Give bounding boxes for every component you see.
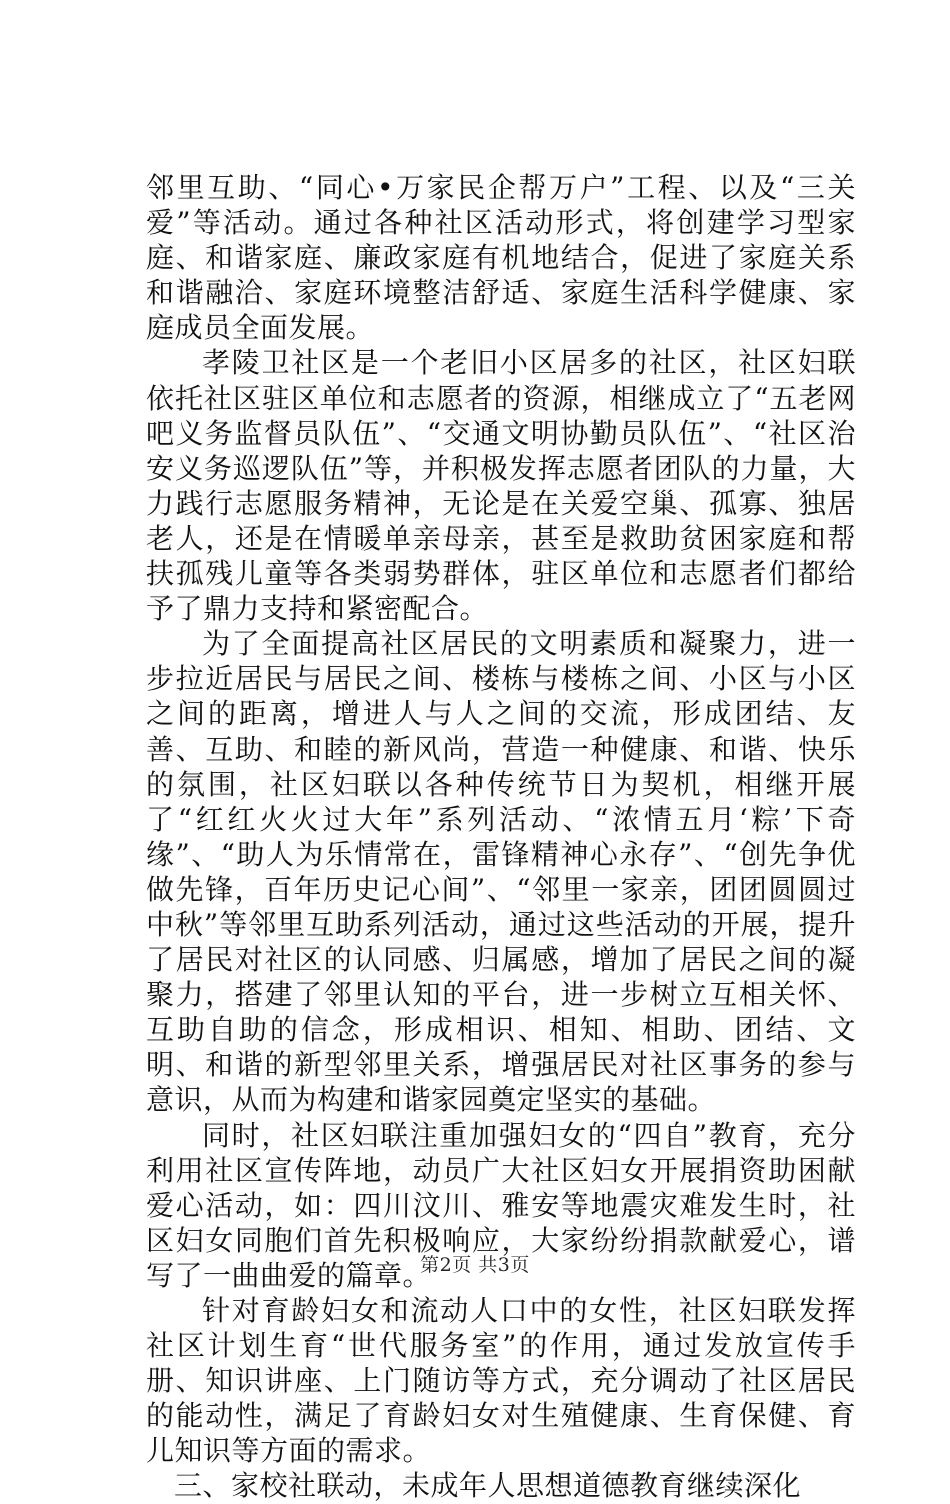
paragraph-neighborhood-activities: 为了全面提高社区居民的文明素质和凝聚力，进一步拉近居民与居民之间、楼栋与楼栋之间、小区与小区之间的距离，增进人与人之间的交流，形成团结、友善、互助、和睦的新风尚，营造一种健康、和谐、快乐的氛围，社区妇联以各种传统节日为契机，相继开展了“红红火火过大年”系列活动、“浓情五月‘粽’下奇缘”、“助人为乐情常在，雷锋精神心永存”、“创先争优做先锋，百年历史记心间”、“邻里一家亲，团团圆圆过中秋”等邻里互助系列活动，通过这些活动的开展，提升了居民对社区的认同感、归属感，增加了居民之间的凝聚力，搭建了邻里认知的平台，进一步树立互相关怀、互助自助的信念，形成相识、相知、相助、团结、文明、和谐的新型邻里关系，增强居民对社区事务的参与意识，从而为构建和谐家园奠定坚实的基础。 — [146, 627, 856, 1117]
section-heading: 三、家校社联动，未成年人思想道德教育继续深化 — [174, 1469, 802, 1503]
paragraph-family-planning: 针对育龄妇女和流动人口中的女性，社区妇联发挥社区计划生育“世代服务室”的作用，通过发放宣传手册、知识讲座、上门随访等方式，充分调动了社区居民的能动性，满足了育龄妇女对生殖健康、生育保健、育儿知识等方面的需求。 — [146, 1294, 856, 1468]
paragraph-xiaolingwei-community: 孝陵卫社区是一个老旧小区居多的社区，社区妇联依托社区驻区单位和志愿者的资源，相继成立了“五老网吧义务监督员队伍”、“交通文明协勤员队伍”、“社区治安义务巡逻队伍”等，并积极发挥志愿者团队的力量，大力践行志愿服务精神，无论是在关爱空巢、孤寡、独居老人，还是在情暖单亲母亲，甚至是救助贫困家庭和帮扶孤残儿童等各类弱势群体，驻区单位和志愿者们都给予了鼎力支持和紧密配合。 — [146, 346, 856, 626]
page-number-footer: 第2页 共3页 — [420, 1254, 530, 1276]
paragraph-continuation: 邻里互助、“同心•万家民企帮万户”工程、以及“三关爱”等活动。通过各种社区活动形式，将创建学习型家庭、和谐家庭、廉政家庭有机地结合，促进了家庭关系和谐融洽、家庭环境整洁舒适、家庭生活科学健康、家庭成员全面发展。 — [146, 171, 856, 345]
paragraph-four-self-education: 同时，社区妇联注重加强妇女的“四自”教育，充分利用社区宣传阵地，动员广大社区妇女开展捐资助困献爱心活动，如：四川汶川、雅安等地震灾难发生时，社区妇女同胞们首先积极响应，大家纷纷捐款献爱心，谱写了一曲曲爱的篇章。 — [146, 1118, 856, 1292]
document-body — [146, 170, 856, 1504]
